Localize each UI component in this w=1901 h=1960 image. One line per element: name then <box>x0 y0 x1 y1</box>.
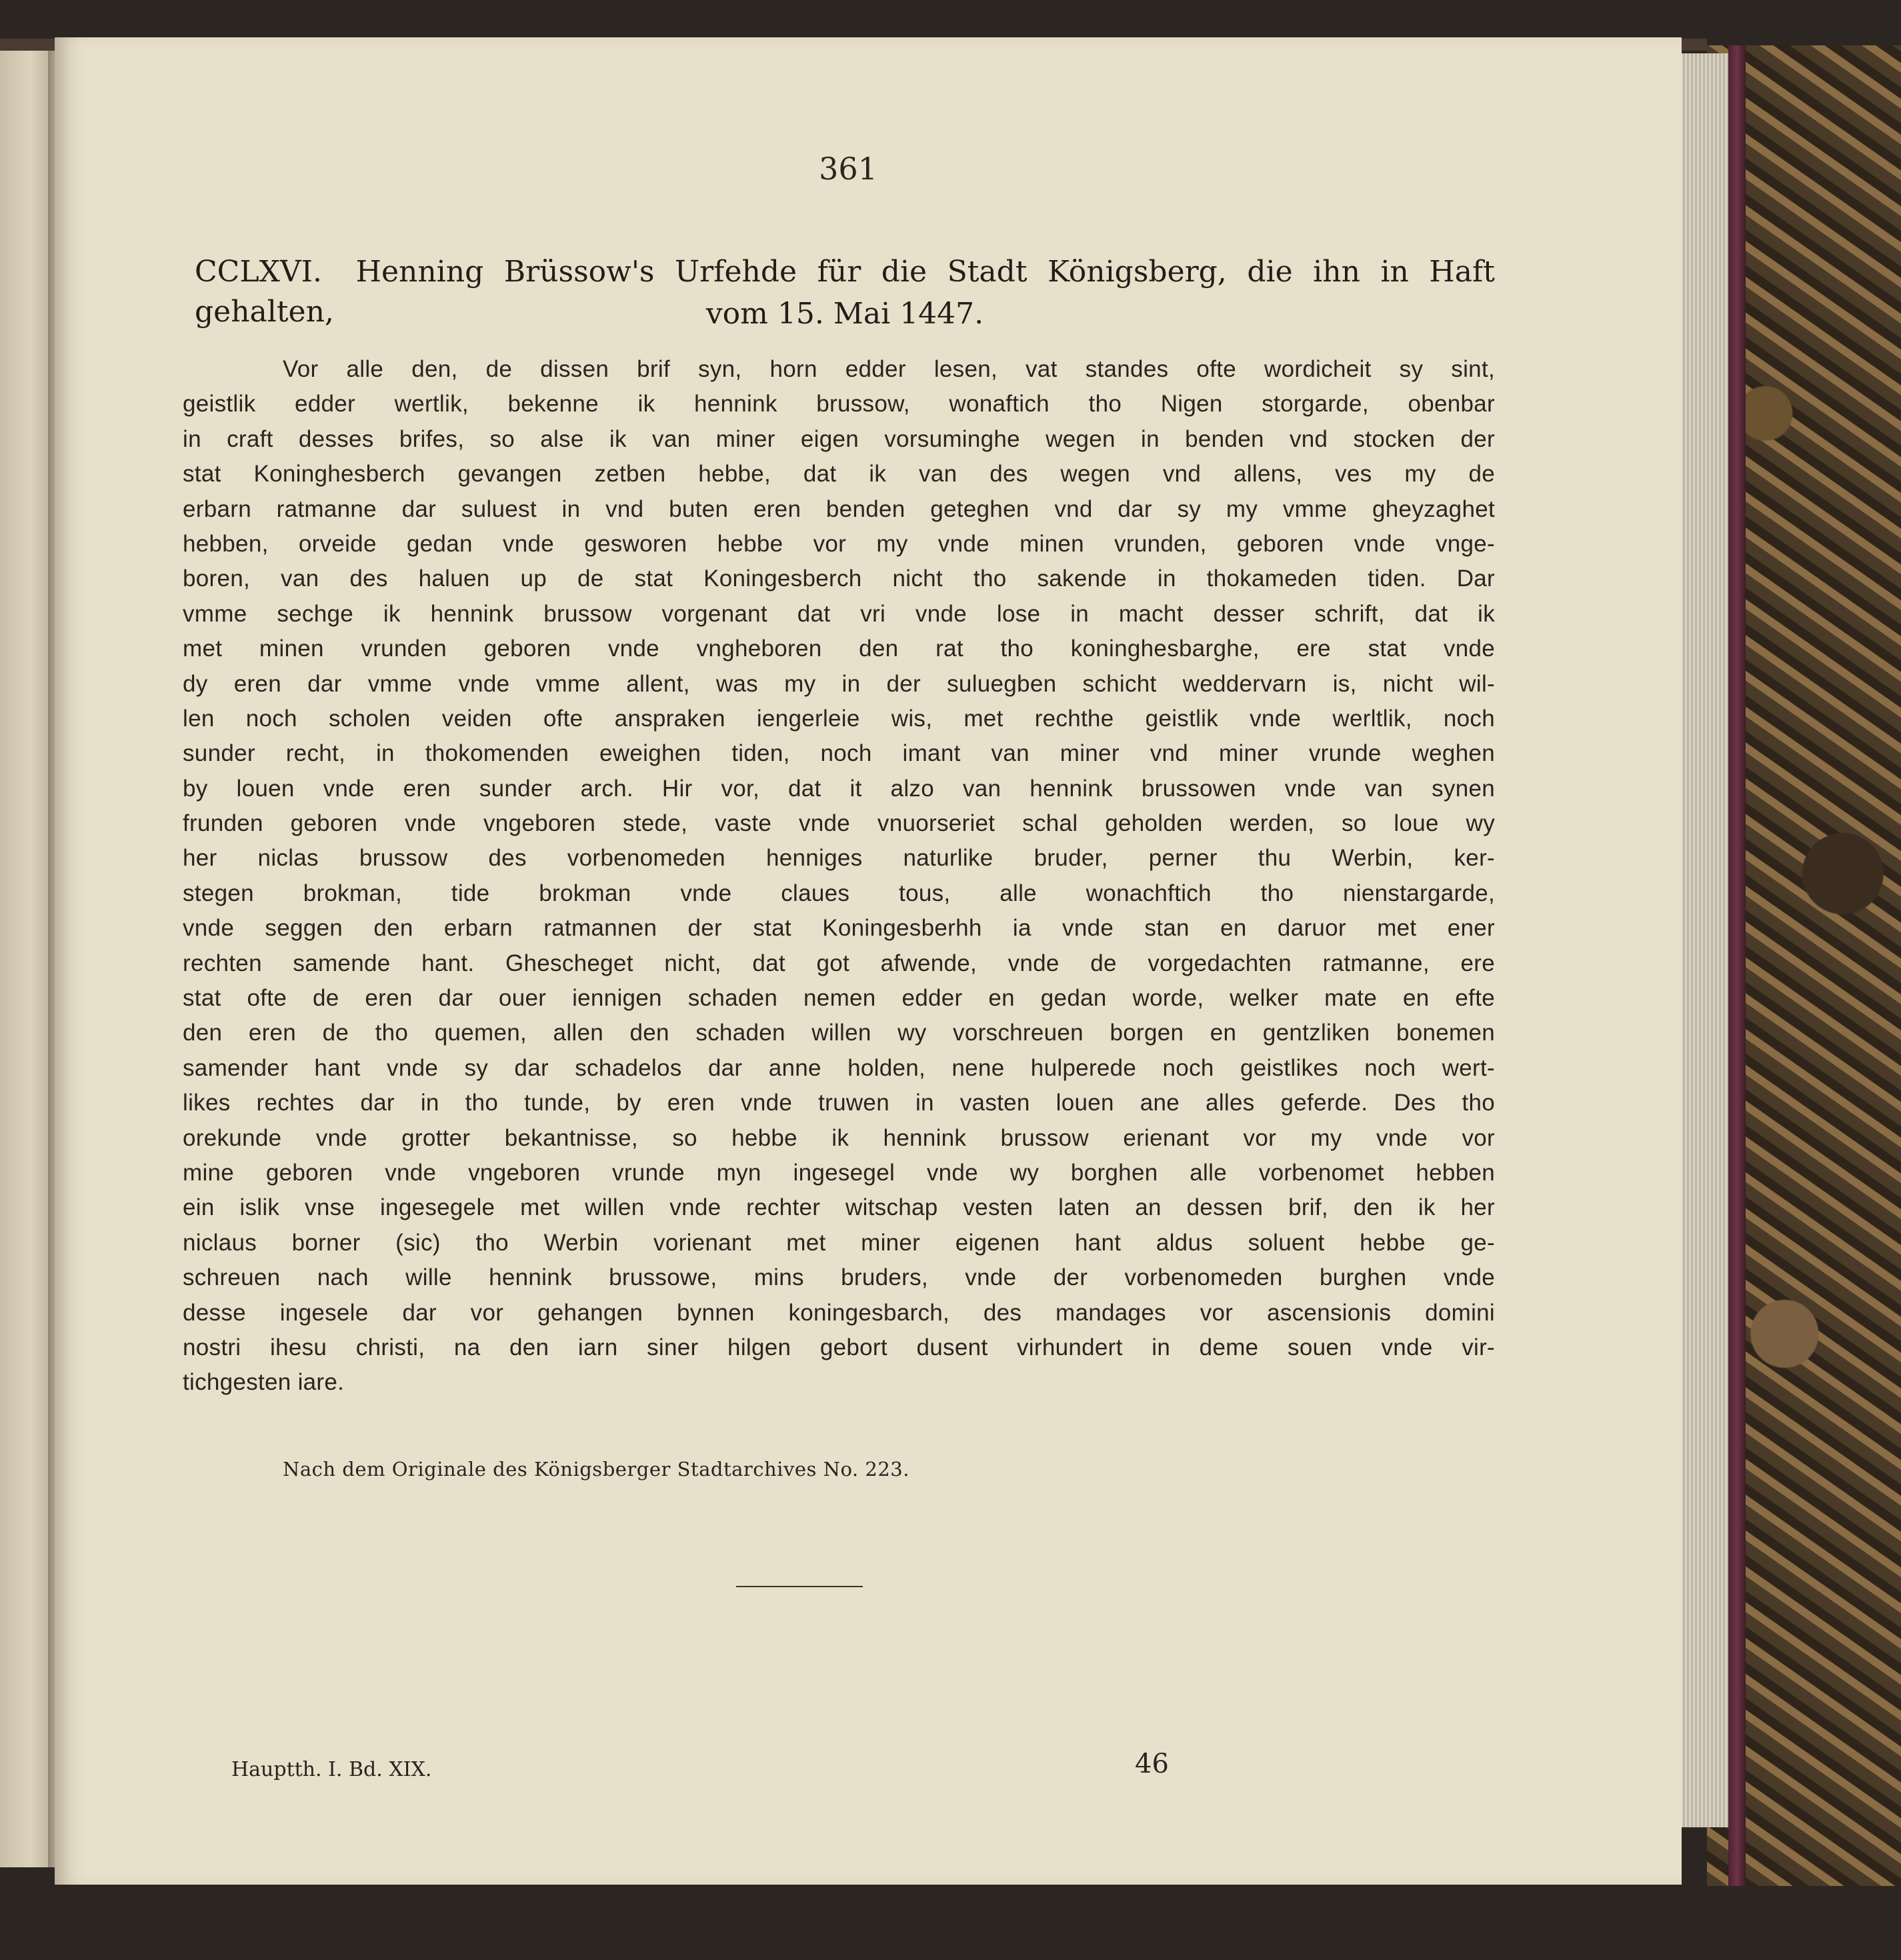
body-line: mine geboren vnde vngeboren vrunde myn ingesegel vnde wy borghen alle vorbenomet hebben <box>183 1159 1495 1186</box>
body-line: vmme sechge ik hennink brussow vorgenant dat vri vnde lose in macht desser schrift, dat ik <box>183 600 1495 627</box>
body-line: hebben, orveide gedan vnde gesworen hebbe vor my vnde minen vrunden, geboren vnde vnge- <box>183 530 1495 557</box>
body-line: her niclas brussow des vorbenomeden henniges naturlike bruder, perner thu Werbin, ker- <box>183 845 1495 872</box>
heading-number: CCLXVI. <box>195 255 323 289</box>
body-line: orekunde vnde grotter bekantnisse, so hebbe ik hennink brussow erienant vor my vnde vor <box>183 1124 1495 1151</box>
body-line: met minen vrunden geboren vnde vngheboren den rat tho koninghesbarghe, ere stat vnde <box>183 636 1495 662</box>
page-number: 361 <box>819 151 877 187</box>
document-page <box>55 37 1682 1885</box>
body-line: ein islik vnse ingesegele met willen vnde rechter witschap vesten laten an dessen brif, den ik her <box>183 1194 1495 1221</box>
body-line: niclaus borner (sic) tho Werbin vorienant met miner eigenen hant aldus soluent hebbe ge- <box>183 1229 1495 1256</box>
body-line: len noch scholen veiden ofte anspraken iengerleie wis, met rechthe geistlik vnde werltlik, noch <box>183 705 1495 732</box>
body-line: likes rechtes dar in tho tunde, by eren vnde truwen in vasten louen ane alles geferde. Des tho <box>183 1090 1495 1116</box>
body-line: in craft desses brifes, so alse ik van miner eigen vorsuminghe wegen in benden vnd stocken der <box>183 425 1495 452</box>
heading-date: vom 15. Mai 1447. <box>705 297 984 331</box>
body-line: frunden geboren vnde vngeboren stede, vaste vnde vnuorseriet schal geholden werden, so loue wy <box>183 810 1495 837</box>
body-line: stegen brokman, tide brokman vnde claues tous, alle wonachftich tho nienstargarde, <box>183 880 1495 906</box>
body-line: den eren de tho quemen, allen den schaden willen wy vorschreuen borgen en gentzliken bonemen <box>183 1020 1495 1046</box>
body-line: Vor alle den, de dissen brif syn, horn edder lesen, vat standes ofte wordicheit sy sint, <box>283 356 1495 382</box>
body-line: sunder recht, in thokomenden eweighen tiden, noch imant van miner vnd miner vrunde weghen <box>183 740 1495 767</box>
body-line: boren, van des haluen up de stat Koningesberch nicht tho sakende in thokameden tiden. Dar <box>183 566 1495 592</box>
section-divider <box>736 1586 863 1587</box>
body-line: geistlik edder wertlik, bekenne ik hennink brussow, wonaftich tho Nigen storgarde, obenbar <box>183 391 1495 417</box>
body-line: dy eren dar vmme vnde vmme allent, was my in der suluegben schicht weddervarn is, nicht wil- <box>183 670 1495 697</box>
body-line: tichgesten iare. <box>183 1369 345 1396</box>
body-line: stat ofte de eren dar ouer iennigen schaden nemen edder en gedan worde, welker mate en efte <box>183 985 1495 1012</box>
body-line: stat Koninghesberch gevangen zetben hebbe, dat ik van des wegen vnd allens, ves my de <box>183 461 1495 487</box>
body-line: schreuen nach wille hennink brussowe, mins bruders, vnde der vorbenomeden burghen vnde <box>183 1264 1495 1291</box>
footer-sheet-number: 46 <box>1135 1749 1169 1779</box>
body-line: samender hant vnde sy dar schadelos dar anne holden, nene hulperede noch geistlikes noch wert- <box>183 1054 1495 1081</box>
body-line: by louen vnde eren sunder arch. Hir vor, dat it alzo van hennink brussowen vnde van synen <box>183 775 1495 802</box>
document-body <box>183 352 1495 1400</box>
source-note: Nach dem Originale des Königsberger Stadtarchives No. 223. <box>283 1458 909 1481</box>
body-line: erbarn ratmanne dar suluest in vnd buten eren benden geteghen vnd dar sy my vmme gheyzaghet <box>183 496 1495 522</box>
body-line: vnde seggen den erbarn ratmannen der stat Koningesberhh ia vnde stan en daruor met ener <box>183 915 1495 942</box>
body-line: rechten samende hant. Ghescheget nicht, dat got afwende, vnde de vorgedachten ratmanne, ere <box>183 950 1495 976</box>
body-line: nostri ihesu christi, na den iarn siner hilgen gebort dusent virhundert in deme souen vnde vir- <box>183 1334 1495 1360</box>
cover-spine-strip <box>1728 45 1746 1886</box>
footer-signature: Hauptth. I. Bd. XIX. <box>231 1758 432 1781</box>
body-line: desse ingesele dar vor gehangen bynnen koningesbarch, des mandages vor ascensionis domini <box>183 1299 1495 1326</box>
heading-title: Henning Brüssow's Urfehde für die Stadt Königsberg, die ihn in Haft gehalten, <box>195 255 1495 329</box>
